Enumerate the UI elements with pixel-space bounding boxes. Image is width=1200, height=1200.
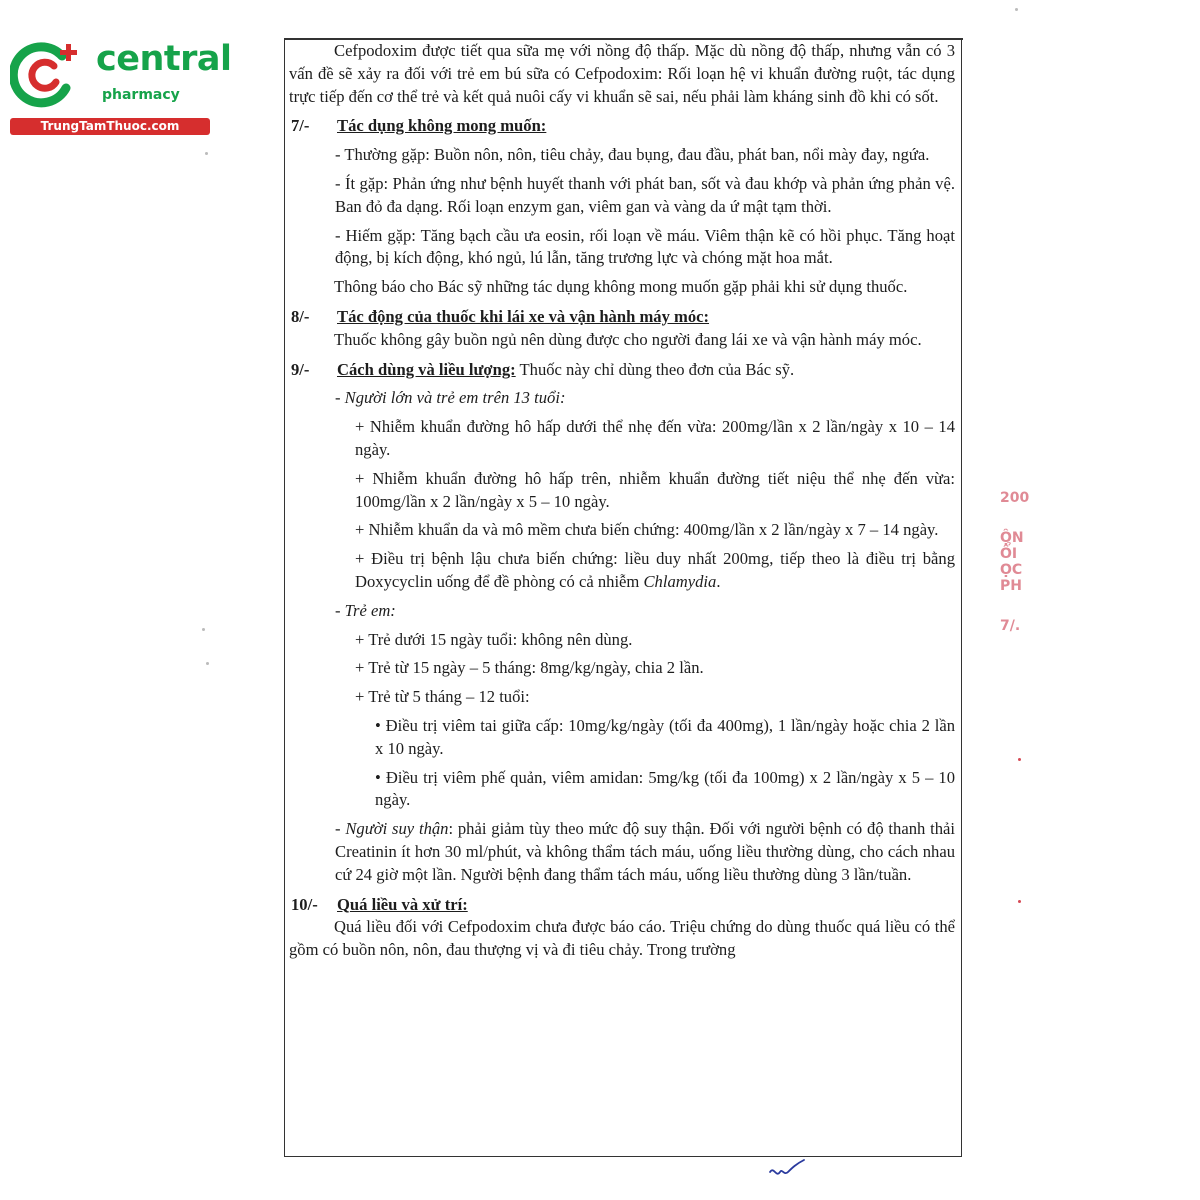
dosage-adults-item: + Nhiễm khuẩn da và mô mềm chưa biến chứng: 400mg/lần x 2 lần/ngày x 7 – 14 ngày. [355, 520, 939, 540]
scan-dot [1018, 900, 1021, 903]
intro-paragraph: Cefpodoxim được tiết qua sữa mẹ với nồng độ thấp. Mặc dù nồng độ thấp, nhưng vẫn có 3 vấn đề sẽ xảy ra đối với trẻ em bú sữa có Cefpodoxim: Rối loạn hệ vi khuẩn đường ruột, tác dụng trực tiếp đến cơ thể trẻ và kết quả nuôi cấy vi khuẩn sẽ sai, nếu phải làm kháng sinh đồ khi có sốt. [289, 41, 955, 106]
section-title: Tác động của thuốc khi lái xe và vận hành máy móc: [337, 306, 710, 326]
scan-dot [202, 628, 205, 631]
document-page-frame [284, 38, 962, 1157]
red-stamp-fragment [1000, 490, 1030, 640]
overdose-paragraph: Quá liều đối với Cefpodoxim chưa được báo cáo. Triệu chứng do dùng thuốc quá liều có thể gồm có buồn nôn, nôn, đau thượng vị và đi tiêu chảy. Trong trường [289, 917, 955, 960]
section-number: 8/- [291, 306, 310, 326]
dosage-item-end: . [716, 571, 721, 591]
section-number: 7/- [291, 116, 310, 136]
section-7-heading [289, 115, 955, 138]
dosage-children-subitem: • Điều trị viêm tai giữa cấp: 10mg/kg/ngày (tối đa 400mg), 1 lần/ngày hoặc chia 2 lần x 10 ngày. [375, 715, 955, 758]
scan-dot [206, 662, 209, 665]
scan-dot [1015, 8, 1018, 11]
scan-dot [1018, 758, 1021, 761]
stamp-text: 200 [1000, 490, 1030, 506]
brand-subtitle: pharmacy [102, 87, 180, 103]
dosage-item-text: + Điều trị bệnh lậu chưa biến chứng: liều duy nhất 200mg, tiếp theo là điều trị bằng Doxycyclin uống để đề phòng có cả nhiễm [355, 549, 955, 591]
renal-label: - Người suy thận [335, 819, 449, 839]
dosage-adults-label: - Người lớn và trẻ em trên 13 tuổi: [335, 388, 566, 408]
brand-name: central [96, 39, 232, 79]
organism-name: Chlamydia [643, 571, 717, 591]
stamp-text: ỘN [1000, 530, 1024, 546]
central-pharmacy-logo [10, 36, 232, 136]
central-pharmacy-logo-icon [10, 38, 80, 108]
document-text [289, 40, 955, 962]
section-number: 9/- [291, 359, 310, 379]
section-title: Quá liều và xử trí: [337, 894, 468, 914]
driving-paragraph: Thuốc không gây buồn ngủ nên dùng được cho người đang lái xe và vận hành máy móc. [334, 329, 922, 349]
section-title: Cách dùng và liều lượng: [337, 359, 516, 379]
stamp-text: ỔI [1000, 546, 1018, 562]
dosage-children-item: + Trẻ từ 15 ngày – 5 tháng: 8mg/kg/ngày, chia 2 lần. [355, 658, 704, 678]
section-number: 10/- [291, 894, 318, 914]
section-8-heading [289, 306, 955, 329]
renal-text: : phải giảm tùy theo mức độ suy thận. Đối với người bệnh có độ thanh thải Creatinin ít hơn 30 ml/phút, và không thẩm tách máu, uống liều thường dùng, cho cách nhau cứ 24 giờ một lần. Người bệnh đang thẩm tách máu, uống liều thường dùng 3 lần/tuần. [335, 819, 955, 884]
scan-dot [205, 152, 208, 155]
dosage-adults-item [289, 548, 955, 594]
site-url-banner: TrungTamThuoc.com [10, 118, 210, 135]
dosage-children-subitem: • Điều trị viêm phế quản, viêm amidan: 5mg/kg (tối đa 100mg) x 2 lần/ngày x 5 – 10 ngày. [375, 767, 955, 810]
section-9-heading [289, 359, 955, 382]
section-title: Tác dụng không mong muốn: [337, 116, 547, 136]
stamp-text: PH [1000, 578, 1022, 594]
dosage-adults-item: + Nhiễm khuẩn đường hô hấp dưới thể nhẹ đến vừa: 200mg/lần x 2 lần/ngày x 10 – 14 ngày. [355, 417, 955, 459]
side-effects-rare: - Hiếm gặp: Tăng bạch cầu ưa eosin, rối loạn về máu. Viêm thận kẽ có hồi phục. Tăng hoạt động, bị kích động, khó ngủ, lú lẫn, tăng trương lực và chóng mặt hoa mắt. [335, 225, 955, 268]
stamp-text: ỌC [1000, 562, 1023, 578]
dosage-children-label: - Trẻ em: [335, 600, 396, 620]
stamp-text: 7/. [1000, 618, 1021, 634]
dosage-renal-paragraph [289, 818, 955, 886]
signature-mark [768, 1158, 808, 1184]
side-effects-uncommon: - Ít gặp: Phản ứng như bệnh huyết thanh với phát ban, sốt và đau khớp và phản ứng phản vệ. Ban đỏ đa dạng. Rối loạn enzym gan, viêm gan và vàng da ứ mật tạm thời. [335, 173, 955, 216]
section-title-note: Thuốc này chỉ dùng theo đơn của Bác sỹ. [515, 359, 795, 379]
dosage-adults-item: + Nhiễm khuẩn đường hô hấp trên, nhiễm khuẩn đường tiết niệu thể nhẹ đến vừa: 100mg/lần x 2 lần/ngày x 5 – 10 ngày. [355, 468, 955, 511]
side-effects-common: - Thường gặp: Buồn nôn, nôn, tiêu chảy, đau bụng, đau đầu, phát ban, nổi mày đay, ngứa. [335, 145, 930, 165]
side-effects-note: Thông báo cho Bác sỹ những tác dụng không mong muốn gặp phải khi sử dụng thuốc. [334, 277, 908, 297]
dosage-children-item: + Trẻ dưới 15 ngày tuổi: không nên dùng. [355, 629, 633, 649]
dosage-children-item: + Trẻ từ 5 tháng – 12 tuổi: [355, 687, 530, 707]
section-10-heading [289, 894, 955, 917]
